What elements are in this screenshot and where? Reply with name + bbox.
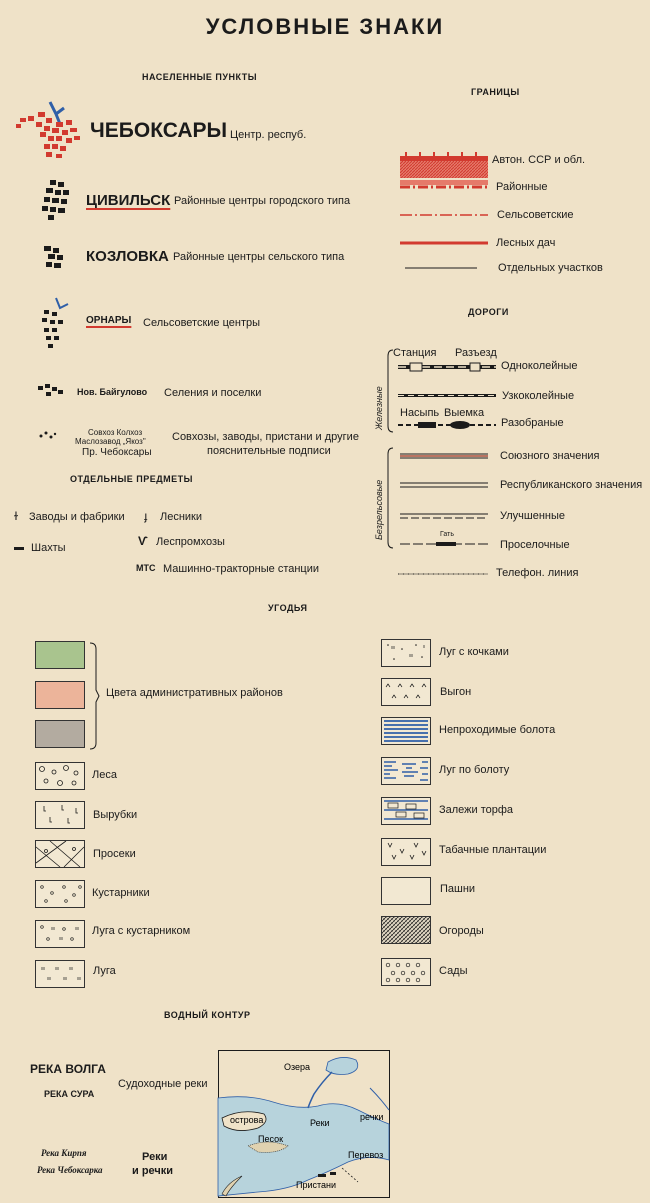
roads-header: ДОРОГИ — [468, 307, 509, 317]
clearing-label: Просеки — [93, 848, 136, 860]
border-plot-label: Отдельных участков — [498, 262, 603, 274]
peat-label: Залежи торфа — [439, 804, 514, 816]
mines-label: Шахты — [31, 542, 66, 554]
embankment-label: Насыпь — [400, 407, 440, 419]
map-lakes-label: Озера — [284, 1062, 311, 1072]
meadow-shrub-swatch — [35, 920, 85, 948]
borders-header: ГРАНИЦЫ — [471, 87, 520, 97]
border-village-icon — [400, 212, 488, 218]
admin-swatch-1 — [35, 641, 85, 669]
station-label: Станция — [393, 347, 437, 359]
admin-swatch-3 — [35, 720, 85, 748]
misc-desc-2: пояснительные подписи — [207, 445, 331, 457]
forester-icon: ɟ — [144, 509, 148, 523]
railway-group-label: Железные — [374, 386, 384, 430]
mine-icon: ▬ — [14, 542, 24, 553]
objects-header: ОТДЕЛЬНЫЕ ПРЕДМЕТЫ — [70, 474, 193, 484]
border-district-icon — [400, 180, 488, 192]
felling-label: Вырубки — [93, 809, 138, 821]
trackless-bracket — [388, 448, 394, 548]
clearing-swatch — [35, 840, 85, 868]
border-forest-icon — [400, 240, 488, 246]
map-creeks-label: речки — [360, 1112, 384, 1122]
factories-label: Заводы и фабрики — [29, 511, 125, 523]
railway-narrow-label: Узкоколейные — [502, 390, 575, 402]
admin-bracket — [90, 643, 98, 749]
meadow-shrub-label: Луга с кустарником — [92, 925, 191, 937]
district-town-desc: Районные центры городского типа — [174, 195, 351, 207]
district-town-icon — [40, 178, 74, 222]
admin-colors-label: Цвета административных районов — [106, 687, 283, 699]
foresters-label: Лесники — [160, 511, 203, 523]
tussock-label: Луг с кочками — [439, 646, 509, 658]
mts-label: Машинно-тракторные станции — [163, 563, 320, 575]
border-forest-label: Лесных дач — [496, 237, 556, 249]
road-improved-icon — [400, 513, 488, 519]
railway-bracket — [388, 350, 394, 432]
map-island-label: острова — [230, 1115, 264, 1125]
trackless-group-label: Безрельсовые — [374, 479, 384, 540]
railway-dismantled-label: Разобраные — [501, 417, 564, 429]
rivers-label-1: Реки — [142, 1151, 168, 1163]
map-ferry-label: Перевоз — [348, 1150, 384, 1160]
misc-dots-icon — [38, 430, 58, 442]
capital-city-desc: Центр. респуб. — [230, 129, 307, 141]
tussock-swatch — [381, 639, 431, 667]
peat-swatch — [381, 797, 431, 825]
gardens-veg-swatch — [381, 916, 431, 944]
district-village-icon — [42, 244, 70, 272]
meadow-label: Луга — [93, 965, 116, 977]
border-autonomous-icon — [400, 152, 488, 178]
pasture-label: Выгон — [440, 686, 472, 698]
pasture-swatch — [381, 678, 431, 706]
misc-label-line3: Пр. Чебоксары — [82, 447, 152, 458]
factory-icon: ɫ — [14, 509, 18, 523]
road-union-icon — [400, 452, 488, 460]
forest-swatch — [35, 762, 85, 790]
bog-meadow-swatch — [381, 757, 431, 785]
felling-swatch — [35, 801, 85, 829]
meadow-swatch — [35, 960, 85, 988]
railway-single-icon — [398, 362, 496, 372]
tobacco-label: Табачные плантации — [439, 844, 547, 856]
capital-city-icon — [16, 100, 88, 162]
settlement-name: Нов. Байгулово — [77, 387, 148, 397]
railway-single-label: Одноколейные — [501, 360, 578, 372]
map-piers-label: Пристани — [296, 1180, 337, 1190]
map-rivers-label: Реки — [310, 1118, 330, 1128]
mts-abbr: МТС — [136, 563, 156, 573]
railway-narrow-icon — [398, 393, 496, 399]
land-header: УГОДЬЯ — [268, 603, 308, 613]
swamp-swatch — [381, 717, 431, 745]
capital-city-name: ЧЕБОКСАРЫ — [90, 119, 228, 142]
forest-label: Леса — [92, 769, 117, 781]
district-village-desc: Районные центры сельского типа — [173, 251, 345, 263]
misc-label-line2: Маслозавод „Якоз" — [75, 437, 146, 446]
border-plot-icon — [405, 266, 477, 270]
lespromkhoz-label: Леспромхозы — [156, 536, 225, 548]
telephone-line-icon — [398, 572, 488, 576]
volga-label: РЕКА ВОЛГА — [30, 1062, 106, 1076]
arable-swatch — [381, 877, 431, 905]
shrub-label: Кустарники — [92, 887, 150, 899]
railway-dismantled-icon — [398, 420, 496, 430]
gat-label: Гать — [440, 531, 454, 538]
road-country-label: Проселочные — [500, 539, 570, 551]
cut-label: Выемка — [444, 407, 485, 419]
road-improved-label: Улучшенные — [500, 510, 566, 522]
misc-label-line1: Совхоз Колхоз — [88, 428, 143, 437]
rivers-label-2: и речки — [132, 1165, 174, 1177]
tobacco-swatch — [381, 838, 431, 866]
border-district-label: Районные — [496, 181, 548, 193]
water-map — [218, 1050, 390, 1198]
misc-desc-1: Совхозы, заводы, пристани и другие — [172, 431, 359, 443]
shrub-swatch — [35, 880, 85, 908]
border-village-label: Сельсоветские — [497, 209, 574, 221]
arable-label: Пашни — [440, 883, 476, 895]
district-town-name: ЦИВИЛЬСК — [86, 192, 171, 209]
telephone-line-label: Телефон. линия — [496, 567, 579, 579]
orchards-label: Сады — [439, 965, 468, 977]
road-country-icon — [400, 540, 488, 548]
lespromkhoz-icon: Ѵ — [138, 534, 148, 548]
settlement-desc: Селения и поселки — [164, 387, 262, 399]
road-republic-icon — [400, 482, 488, 488]
village-council-name: ОРНАРЫ — [86, 315, 132, 326]
settlements-header: НАСЕЛЕННЫЕ ПУНКТЫ — [142, 72, 258, 82]
settlement-icon — [38, 384, 68, 398]
village-council-icon — [38, 298, 74, 354]
road-union-label: Союзного значения — [500, 450, 600, 462]
admin-swatch-2 — [35, 681, 85, 709]
kirya-label: Река Кирпя — [41, 1148, 87, 1158]
road-republic-label: Республиканского значения — [500, 479, 643, 491]
gardens-veg-label: Огороды — [439, 925, 484, 937]
water-header: ВОДНЫЙ КОНТУР — [164, 1010, 251, 1020]
map-sands-label: Песок — [258, 1134, 284, 1144]
sura-label: РЕКА СУРА — [44, 1089, 95, 1099]
navigable-label: Судоходные реки — [118, 1078, 208, 1090]
district-village-name: КОЗЛОВКА — [86, 248, 169, 265]
orchards-swatch — [381, 958, 431, 986]
cheboksarka-label: Река Чебоксарка — [37, 1165, 103, 1175]
swamp-label: Непроходимые болота — [439, 724, 556, 736]
bog-meadow-label: Луг по болоту — [439, 764, 510, 776]
border-autonomous-label: Автон. ССР и обл. — [492, 154, 586, 166]
village-council-desc: Сельсоветские центры — [143, 317, 261, 329]
siding-label: Разъезд — [455, 347, 497, 359]
page-title: УСЛОВНЫЕ ЗНАКИ — [205, 14, 445, 39]
